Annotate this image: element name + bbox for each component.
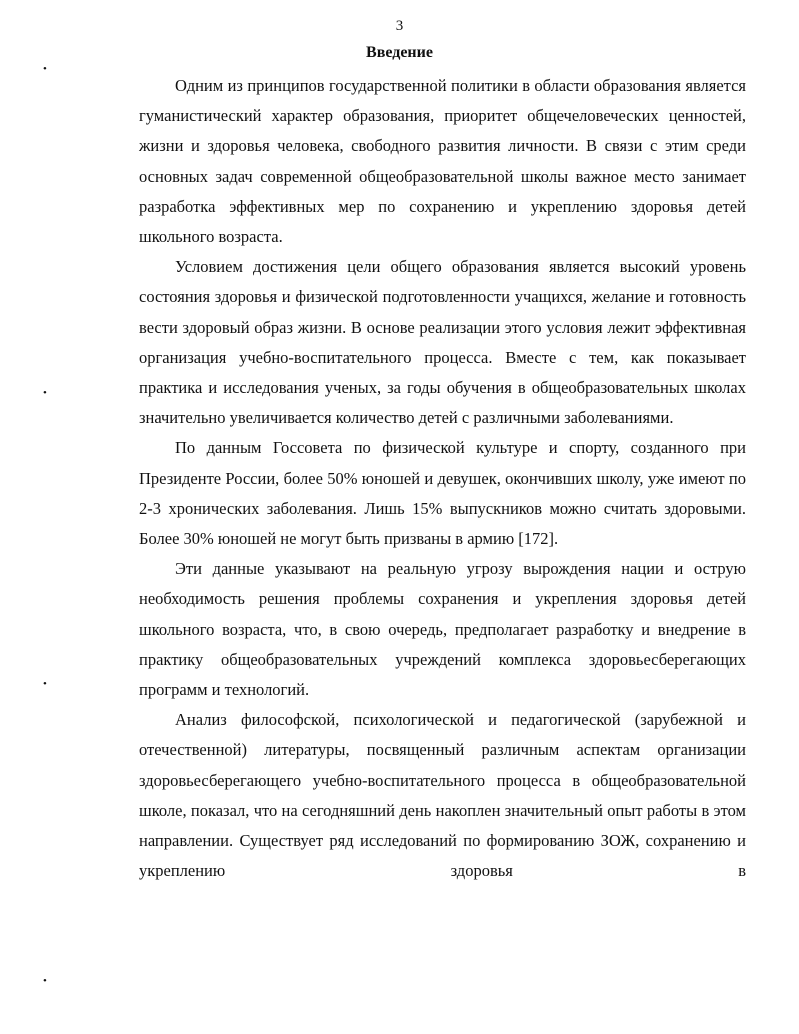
paragraph-5: Анализ философской, психологической и педагогической (зарубежной и отечественной) литературы, посвященный различным аспектам организации здоровьесберегающего учебно-воспитательного процесса в общеобразовательной школе, показал, что на сегодняшний день накоплен значительный опыт работы в этом направлении. Существует ряд исследований по формированию ЗОЖ, сохранению и укреплению здоровья в (139, 710, 746, 881)
scan-mark-icon: • (43, 678, 47, 690)
scan-mark-icon: • (43, 975, 47, 987)
page-number: 3 (395, 18, 404, 34)
document-body (139, 71, 746, 886)
paragraph-3: По данным Госсовета по физической культуре и спорту, созданного при Президенте России, более 50% юношей и девушек, окончивших школу, уже имеют по 2-3 хронических заболевания. Лишь 15% выпускников можно считать здоровыми. Более 30% юношей не могут быть призваны в армию [172]. (139, 438, 746, 549)
scan-mark-icon: • (43, 63, 47, 75)
paragraph-2: Условием достижения цели общего образования является высокий уровень состояния здоровья и физической подготовленности учащихся, желание и готовность вести здоровый образ жизни. В основе реализации этого условия лежит эффективная организация учебно-воспитательного процесса. Вместе с тем, как показывает практика и исследования ученых, за годы обучения в общеобразовательных школах значительно увеличивается количество детей с различными заболеваниями. (139, 257, 746, 428)
paragraph-4: Эти данные указывают на реальную угрозу вырождения нации и острую необходимость решения проблемы сохранения и укрепления здоровья детей школьного возраста, что, в свою очередь, предполагает разработку и внедрение в практику общеобразовательных учреждений комплекса здоровьесберегающих программ и технологий. (139, 559, 746, 700)
scan-mark-icon: • (43, 387, 47, 399)
paragraph-1: Одним из принципов государственной политики в области образования является гуманистический характер образования, приоритет общечеловеческих ценностей, жизни и здоровья человека, свободного развития личности. В связи с этим среди основных задач современной общеобразовательной школы важное место занимает разработка эффективных мер по сохранению и укреплению здоровья детей школьного возраста. (139, 76, 746, 247)
page-title: Введение (366, 44, 433, 61)
